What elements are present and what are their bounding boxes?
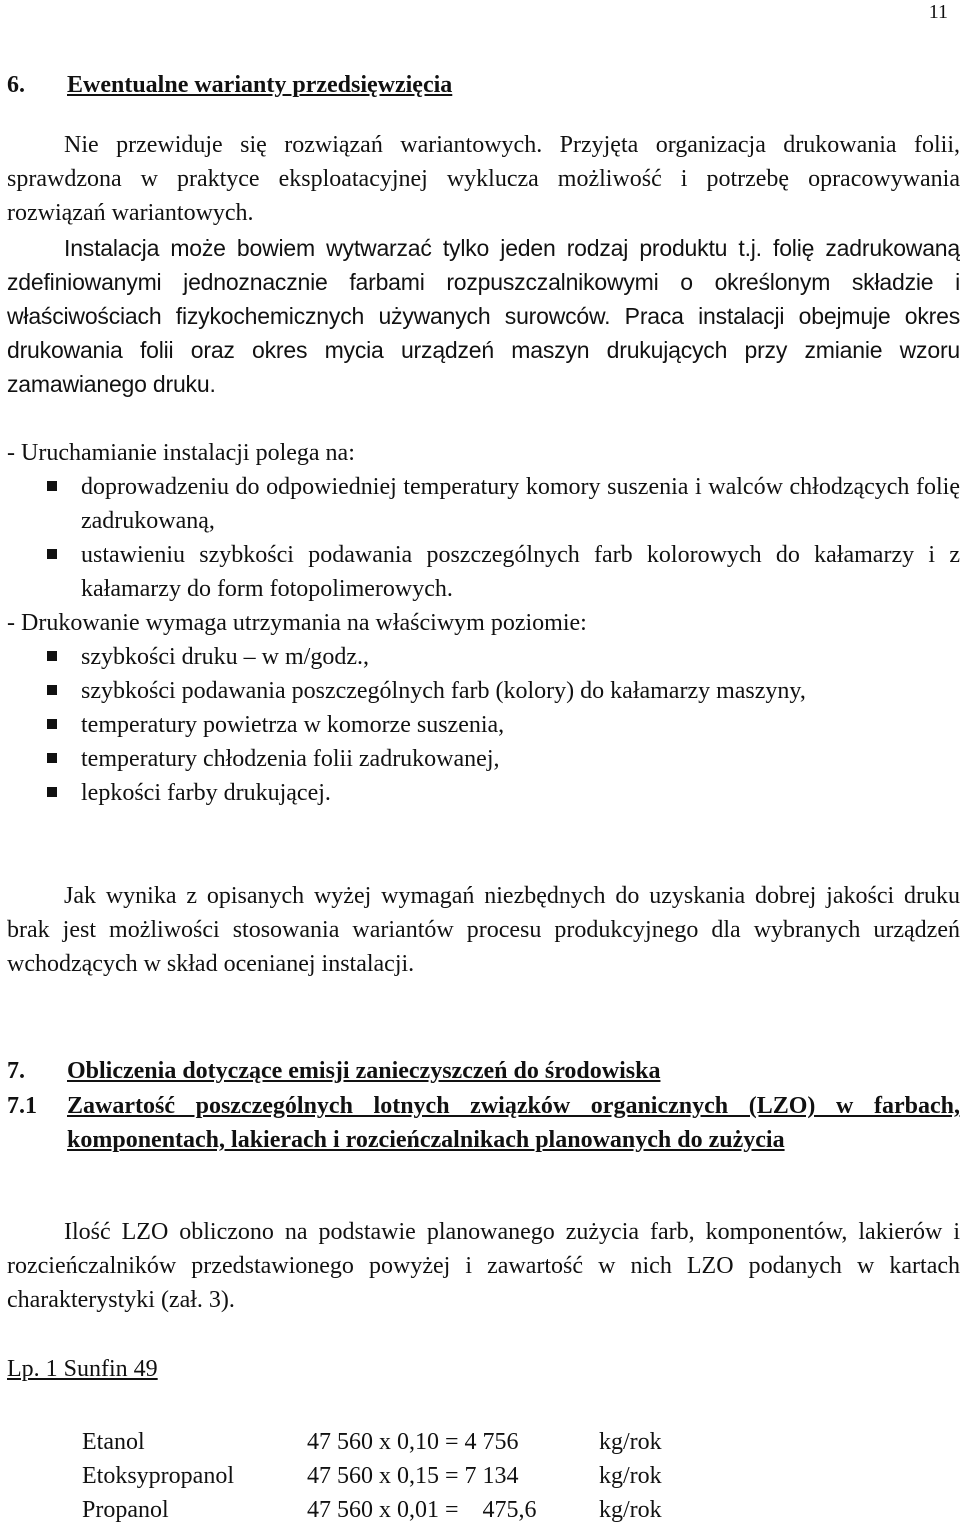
table-row [82, 1493, 662, 1527]
square-bullet-icon [47, 685, 57, 695]
calculation: 47 560 x 0,15 = 7 134 [307, 1463, 519, 1489]
startup-intro: - Uruchamianie instalacji polega na: [7, 440, 355, 466]
square-bullet-icon [47, 719, 57, 729]
unit: kg/rok [599, 1463, 662, 1489]
printing-list [7, 640, 960, 810]
section-6-number: 6. [7, 72, 25, 98]
square-bullet-icon [47, 651, 57, 661]
lzo-calculation-table [82, 1425, 662, 1527]
list-item: ustawieniu szybkości podawania poszczególnych farb kolorowych do kałamarzy i z kałamarzy do form fotopolimerowych. [7, 538, 960, 606]
section-6-conclusion: Jak wynika z opisanych wyżej wymagań niezbędnych do uzyskania dobrej jakości druku brak jest możliwości stosowania wariantów procesu produkcyjnego dla wybranych urządzeń wchodzących w skład ocenianej instalacji. [7, 883, 960, 977]
unit: kg/rok [599, 1429, 662, 1455]
calculation: 47 560 x 0,10 = 4 756 [307, 1429, 519, 1455]
table-row [82, 1459, 662, 1493]
substance-name: Etoksypropanol [82, 1463, 234, 1489]
section-6-paragraph-1: Nie przewiduje się rozwiązań wariantowych. Przyjęta organizacja drukowania folii, sprawdzona w praktyce eksploatacyjnej wyklucza możliwość i potrzebę opracowywania rozwiązań wariantowych. [7, 132, 960, 226]
lp-1-label: Lp. 1 Sunfin 49 [7, 1356, 158, 1382]
list-item: temperatury chłodzenia folii zadrukowanej, [7, 742, 960, 776]
list-item: lepkości farby drukującej. [7, 776, 960, 810]
section-7-1-heading [7, 1089, 960, 1157]
substance-name: Etanol [82, 1429, 145, 1455]
startup-list [7, 470, 960, 606]
section-7-1-number: 7.1 [7, 1093, 37, 1119]
printing-intro: - Drukowanie wymaga utrzymania na właściwym poziomie: [7, 610, 587, 636]
square-bullet-icon [47, 549, 57, 559]
square-bullet-icon [47, 481, 57, 491]
substance-name: Propanol [82, 1497, 169, 1523]
unit: kg/rok [599, 1497, 662, 1523]
section-7-heading [7, 1054, 960, 1088]
section-7-title: Obliczenia dotyczące emisji zanieczyszczeń do środowiska [67, 1058, 661, 1084]
list-item: doprowadzeniu do odpowiedniej temperatury komory suszenia i walców chłodzących folię zadrukowaną, [7, 470, 960, 538]
square-bullet-icon [47, 753, 57, 763]
section-6-paragraph-2: Instalacja może bowiem wytwarzać tylko jeden rodzaj produktu t.j. folię zadrukowaną zdefiniowanymi jednoznacznie farbami rozpuszczalnikowymi o określonym składzie i właściwościach fizykochemicznych używanych surowców. Praca instalacji obejmuje okres drukowania folii oraz okres mycia urządzeń maszyn drukujących przy zmianie wzoru zamawianego druku. [7, 235, 960, 397]
section-7-number: 7. [7, 1058, 25, 1084]
list-item: szybkości druku – w m/godz., [7, 640, 960, 674]
section-6-title: Ewentualne warianty przedsięwzięcia [67, 72, 453, 98]
section-7-1-title: Zawartość poszczególnych lotnych związków organicznych (LZO) w farbach, komponentach, lakierach i rozcieńczalnikach planowanych do zużycia [67, 1093, 960, 1153]
list-item: szybkości podawania poszczególnych farb (kolory) do kałamarzy maszyny, [7, 674, 960, 708]
lp-label [7, 1352, 158, 1386]
startup-section [7, 436, 960, 810]
section-6-heading [7, 68, 960, 102]
square-bullet-icon [47, 787, 57, 797]
table-row [82, 1425, 662, 1459]
page-number: 11 [928, 1, 948, 23]
section-7-1-paragraph: Ilość LZO obliczono na podstawie planowanego zużycia farb, komponentów, lakierów i rozcieńczalników przedstawionego powyżej i zawartość w nich LZO podanych w kartach charakterystyki (zał. 3). [7, 1219, 960, 1313]
section-6 [7, 68, 960, 102]
calculation: 47 560 x 0,01 = 475,6 [307, 1497, 537, 1523]
list-item: temperatury powietrza w komorze suszenia, [7, 708, 960, 742]
